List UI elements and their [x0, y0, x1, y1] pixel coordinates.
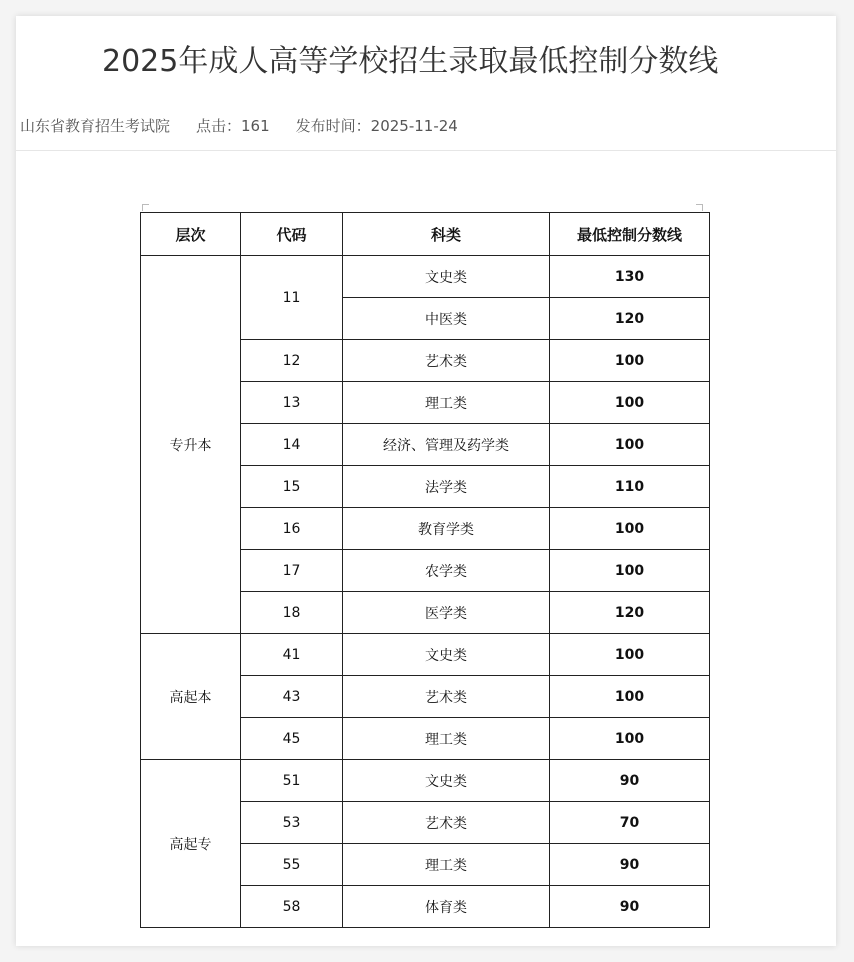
article-card	[16, 16, 836, 946]
category-cell: 经济、管理及药学类	[343, 424, 550, 466]
table-row	[141, 760, 710, 802]
header-level: 层次	[141, 213, 241, 256]
code-cell: 15	[241, 466, 343, 508]
code-cell: 51	[241, 760, 343, 802]
score-cell: 100	[550, 424, 710, 466]
category-cell: 教育学类	[343, 508, 550, 550]
category-cell: 医学类	[343, 592, 550, 634]
category-cell: 艺术类	[343, 676, 550, 718]
clicks-label: 点击：161	[196, 117, 270, 135]
code-cell: 17	[241, 550, 343, 592]
score-cell: 120	[550, 592, 710, 634]
category-cell: 理工类	[343, 718, 550, 760]
code-cell: 55	[241, 844, 343, 886]
meta-divider	[16, 150, 836, 151]
code-cell: 11	[241, 256, 343, 340]
source-label: 山东省教育招生考试院	[20, 117, 171, 135]
category-cell: 体育类	[343, 886, 550, 928]
code-cell: 16	[241, 508, 343, 550]
score-cell: 100	[550, 676, 710, 718]
score-cell: 70	[550, 802, 710, 844]
header-category: 科类	[343, 213, 550, 256]
score-cell: 100	[550, 718, 710, 760]
score-cell: 120	[550, 298, 710, 340]
page-title: 2025年成人高等学校招生录取最低控制分数线	[102, 44, 719, 79]
score-cell: 130	[550, 256, 710, 298]
code-cell: 14	[241, 424, 343, 466]
category-cell: 艺术类	[343, 340, 550, 382]
table-row	[141, 634, 710, 676]
header-min-score: 最低控制分数线	[550, 213, 710, 256]
code-cell: 13	[241, 382, 343, 424]
category-cell: 法学类	[343, 466, 550, 508]
code-cell: 12	[241, 340, 343, 382]
category-cell: 农学类	[343, 550, 550, 592]
category-cell: 文史类	[343, 760, 550, 802]
score-cell: 110	[550, 466, 710, 508]
category-cell: 中医类	[343, 298, 550, 340]
code-cell: 58	[241, 886, 343, 928]
table-header-row	[141, 213, 710, 256]
image-corner-mark	[142, 204, 149, 211]
table-row	[141, 256, 710, 298]
publish-date-label: 发布时间：2025-11-24	[295, 117, 458, 135]
category-cell: 文史类	[343, 634, 550, 676]
code-cell: 41	[241, 634, 343, 676]
category-cell: 理工类	[343, 382, 550, 424]
score-table	[140, 212, 710, 928]
score-cell: 100	[550, 508, 710, 550]
category-cell: 艺术类	[343, 802, 550, 844]
level-cell: 专升本	[141, 256, 241, 634]
score-cell: 100	[550, 634, 710, 676]
category-cell: 文史类	[343, 256, 550, 298]
category-cell: 理工类	[343, 844, 550, 886]
score-cell: 90	[550, 844, 710, 886]
article-meta	[20, 116, 458, 136]
header-code: 代码	[241, 213, 343, 256]
score-cell: 90	[550, 760, 710, 802]
score-cell: 90	[550, 886, 710, 928]
score-cell: 100	[550, 382, 710, 424]
score-cell: 100	[550, 340, 710, 382]
code-cell: 43	[241, 676, 343, 718]
code-cell: 45	[241, 718, 343, 760]
level-cell: 高起本	[141, 634, 241, 760]
code-cell: 18	[241, 592, 343, 634]
level-cell: 高起专	[141, 760, 241, 928]
code-cell: 53	[241, 802, 343, 844]
image-corner-mark	[696, 204, 703, 211]
score-cell: 100	[550, 550, 710, 592]
